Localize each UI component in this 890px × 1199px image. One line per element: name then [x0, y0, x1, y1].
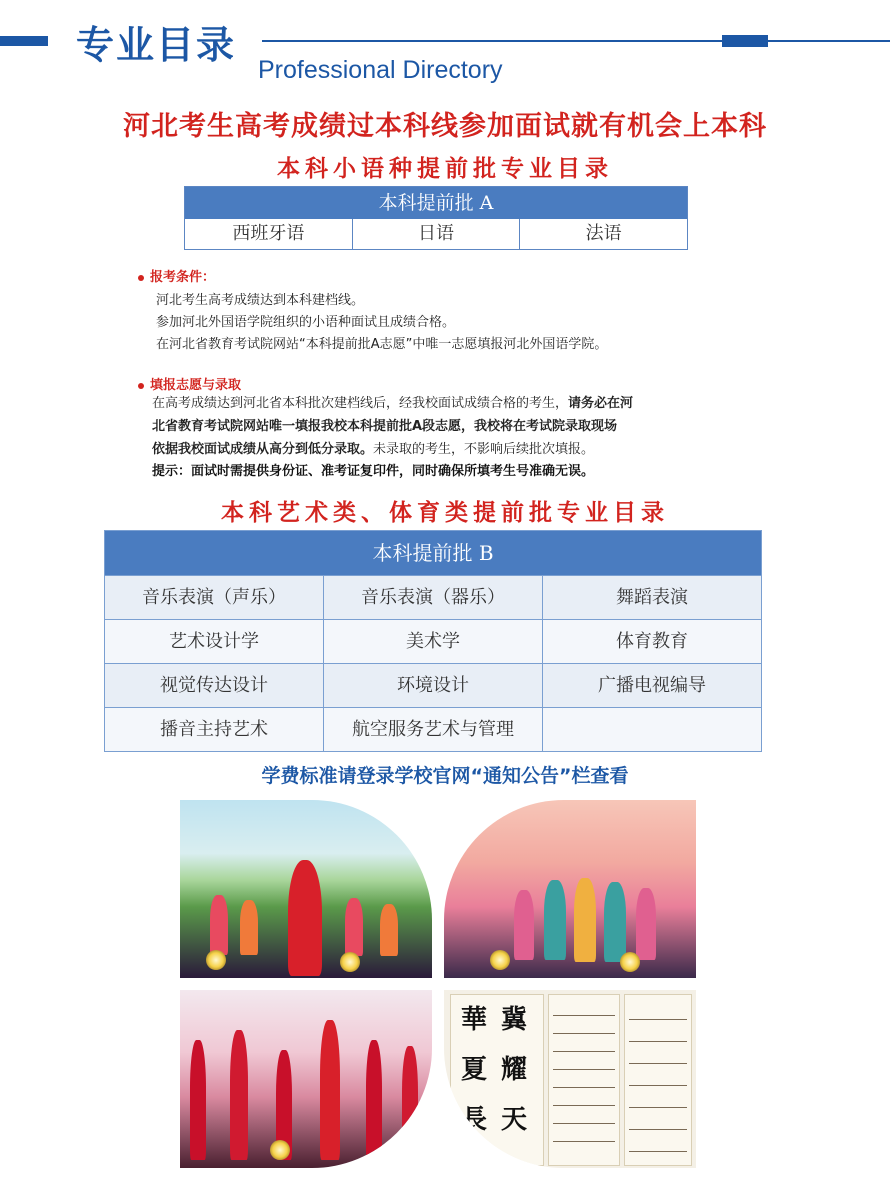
- table-row: [105, 663, 761, 707]
- admission-line-bold: 依据我校面试成绩从高分到低分录取。: [152, 442, 374, 457]
- admission-line-bold: 请务必在河: [568, 396, 634, 411]
- table-cell: 环境设计: [323, 664, 542, 707]
- photo-classical-dance: [444, 800, 696, 978]
- header-divider-right: [768, 40, 890, 42]
- table-cell: 体育教育: [542, 620, 761, 663]
- table-cell: 法语: [519, 219, 687, 249]
- table-cell: 音乐表演（声乐）: [142, 587, 286, 608]
- table-early-batch-a: [184, 186, 688, 250]
- tuition-note: 学费标准请登录学校官网“通知公告”栏查看: [261, 765, 629, 787]
- table-a-header: 本科提前批 A: [185, 187, 687, 219]
- table-cell: 艺术设计学: [169, 631, 259, 652]
- list-item: 河北考生高考成绩达到本科建档线。: [156, 293, 365, 308]
- bullet-icon: [138, 383, 144, 389]
- table-row: [185, 219, 687, 249]
- list-item: 在河北省教育考试院网站“本科提前批A志愿”中唯一志愿填报河北外国语学院。: [156, 337, 608, 352]
- table-cell: 视觉传达设计: [160, 675, 268, 696]
- table-cell: 舞蹈表演: [542, 576, 761, 619]
- list-item: 参加河北外国语学院组织的小语种面试且成绩合格。: [156, 315, 456, 330]
- table-row: [105, 575, 761, 619]
- bullet-icon: [138, 275, 144, 281]
- admission-line-bold: 北省教育考试院网站唯一填报我校本科提前批A段志愿，我校将在考试院录取现场: [152, 419, 618, 434]
- photo-singer-performance: [180, 800, 432, 978]
- conditions-heading: 报考条件：: [138, 266, 215, 285]
- photo-red-sleeve-dance: [180, 990, 432, 1168]
- section-a-title: 本科小语种提前批专业目录: [277, 156, 613, 182]
- headline: 河北考生高考成绩过本科线参加面试就有机会上本科: [123, 111, 767, 142]
- conditions-list: [156, 290, 607, 356]
- admission-line: 未录取的考生，不影响后续批次填报。: [373, 442, 595, 457]
- header-divider: [262, 40, 722, 42]
- header-accent-block: [722, 35, 768, 47]
- table-cell: 日语: [352, 219, 520, 249]
- page-subtitle: Professional Directory: [258, 56, 503, 84]
- header-accent-bar: [0, 36, 48, 46]
- table-cell: 广播电视编导: [542, 664, 761, 707]
- table-row: [105, 619, 761, 663]
- admission-text: [152, 392, 633, 461]
- table-cell: 音乐表演（器乐）: [323, 576, 542, 619]
- table-cell: 西班牙语: [232, 223, 305, 244]
- calligraphy-scroll: [624, 994, 692, 1166]
- table-cell: 播音主持艺术: [160, 719, 268, 740]
- calligraphy-scroll: 華 夏 長 冀 耀 天: [450, 994, 544, 1166]
- table-row: [105, 707, 761, 751]
- page-title: 专业目录: [76, 23, 237, 67]
- calligraphy-scroll: [548, 994, 620, 1166]
- table-cell: [542, 708, 761, 751]
- table-b-header: 本科提前批 B: [105, 531, 761, 575]
- admission-tip: 提示：面试时需提供身份证、准考证复印件，同时确保所填考生号准确无误。: [152, 464, 595, 479]
- table-cell: 航空服务艺术与管理: [323, 708, 542, 751]
- admission-line: 在高考成绩达到河北省本科批次建档线后，经我校面试成绩合格的考生，: [152, 396, 569, 411]
- section-b-title: 本科艺术类、体育类提前批专业目录: [221, 500, 669, 526]
- table-early-batch-b: [104, 530, 762, 752]
- admission-heading: 填报志愿与录取: [138, 374, 241, 393]
- table-cell: 美术学: [323, 620, 542, 663]
- photo-calligraphy-works: [444, 990, 696, 1168]
